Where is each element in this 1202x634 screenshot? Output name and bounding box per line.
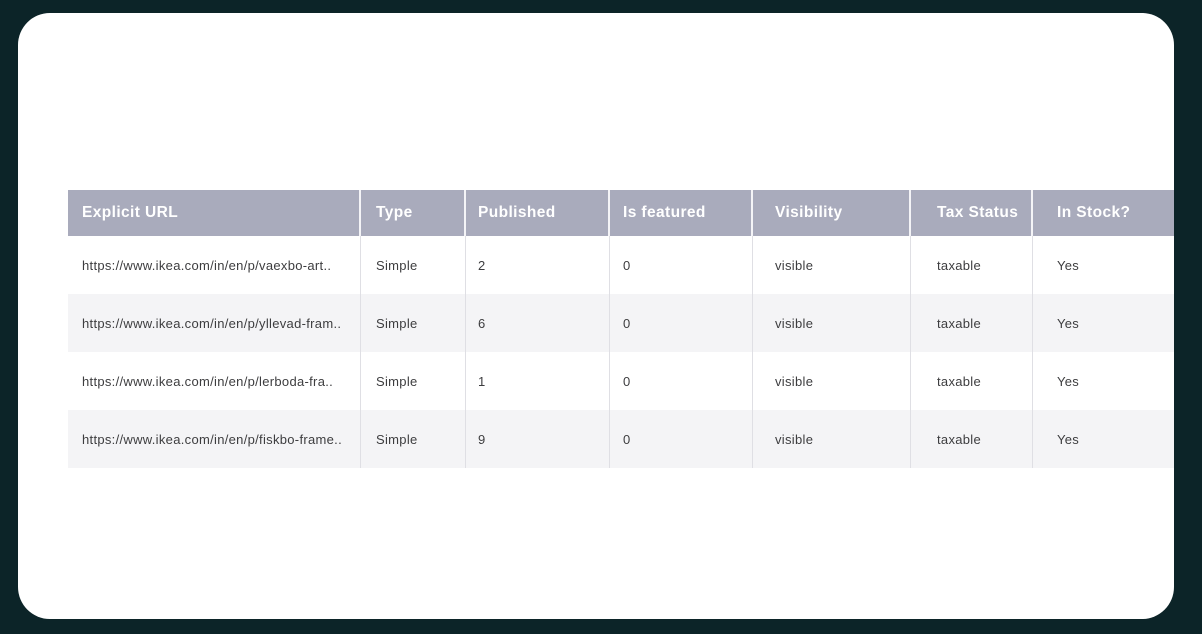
cell-in-stock: Yes <box>1057 257 1080 273</box>
cell-in-stock: Yes <box>1057 315 1080 331</box>
cell-explicit-url: https://www.ikea.com/in/en/p/yllevad-fram.. <box>68 294 361 352</box>
cell-tax-status: taxable <box>911 352 1033 410</box>
header-cell-explicit-url: Explicit URL <box>68 190 361 236</box>
cell-type: Simple <box>361 410 466 468</box>
cell-published: 6 <box>466 294 610 352</box>
header-cell-in-stock: In Stock? <box>1057 204 1131 221</box>
cell-visibility: visible <box>753 294 911 352</box>
table-row <box>68 294 1174 352</box>
cell-type: Simple <box>361 236 466 294</box>
content-card <box>18 13 1174 619</box>
cell-tax-status: taxable <box>911 410 1033 468</box>
cell-is-featured: 0 <box>610 236 753 294</box>
cell-is-featured: 0 <box>610 410 753 468</box>
cell-explicit-url: https://www.ikea.com/in/en/p/vaexbo-art.. <box>68 236 361 294</box>
cell-published: 2 <box>466 236 610 294</box>
cell-is-featured: 0 <box>610 294 753 352</box>
header-cell-published: Published <box>466 190 610 236</box>
cell-published: 1 <box>466 352 610 410</box>
table-header-row <box>68 190 1174 236</box>
cell-type: Simple <box>361 352 466 410</box>
cell-is-featured: 0 <box>610 352 753 410</box>
cell-in-stock: Yes <box>1057 373 1080 389</box>
header-cell-tax-status: Tax Status <box>911 190 1033 236</box>
cell-published: 9 <box>466 410 610 468</box>
cell-tax-status: taxable <box>911 236 1033 294</box>
cell-visibility: visible <box>753 236 911 294</box>
table-row <box>68 352 1174 410</box>
cell-explicit-url: https://www.ikea.com/in/en/p/lerboda-fra.. <box>68 352 361 410</box>
cell-visibility: visible <box>753 410 911 468</box>
header-cell-type: Type <box>361 190 466 236</box>
cell-in-stock: Yes <box>1057 431 1080 447</box>
cell-type: Simple <box>361 294 466 352</box>
table-row <box>68 236 1174 294</box>
table-row <box>68 410 1174 468</box>
header-cell-is-featured: Is featured <box>610 190 753 236</box>
header-cell-visibility: Visibility <box>753 190 911 236</box>
cell-explicit-url: https://www.ikea.com/in/en/p/fiskbo-frame.. <box>68 410 361 468</box>
products-table <box>68 190 1174 468</box>
cell-tax-status: taxable <box>911 294 1033 352</box>
cell-visibility: visible <box>753 352 911 410</box>
